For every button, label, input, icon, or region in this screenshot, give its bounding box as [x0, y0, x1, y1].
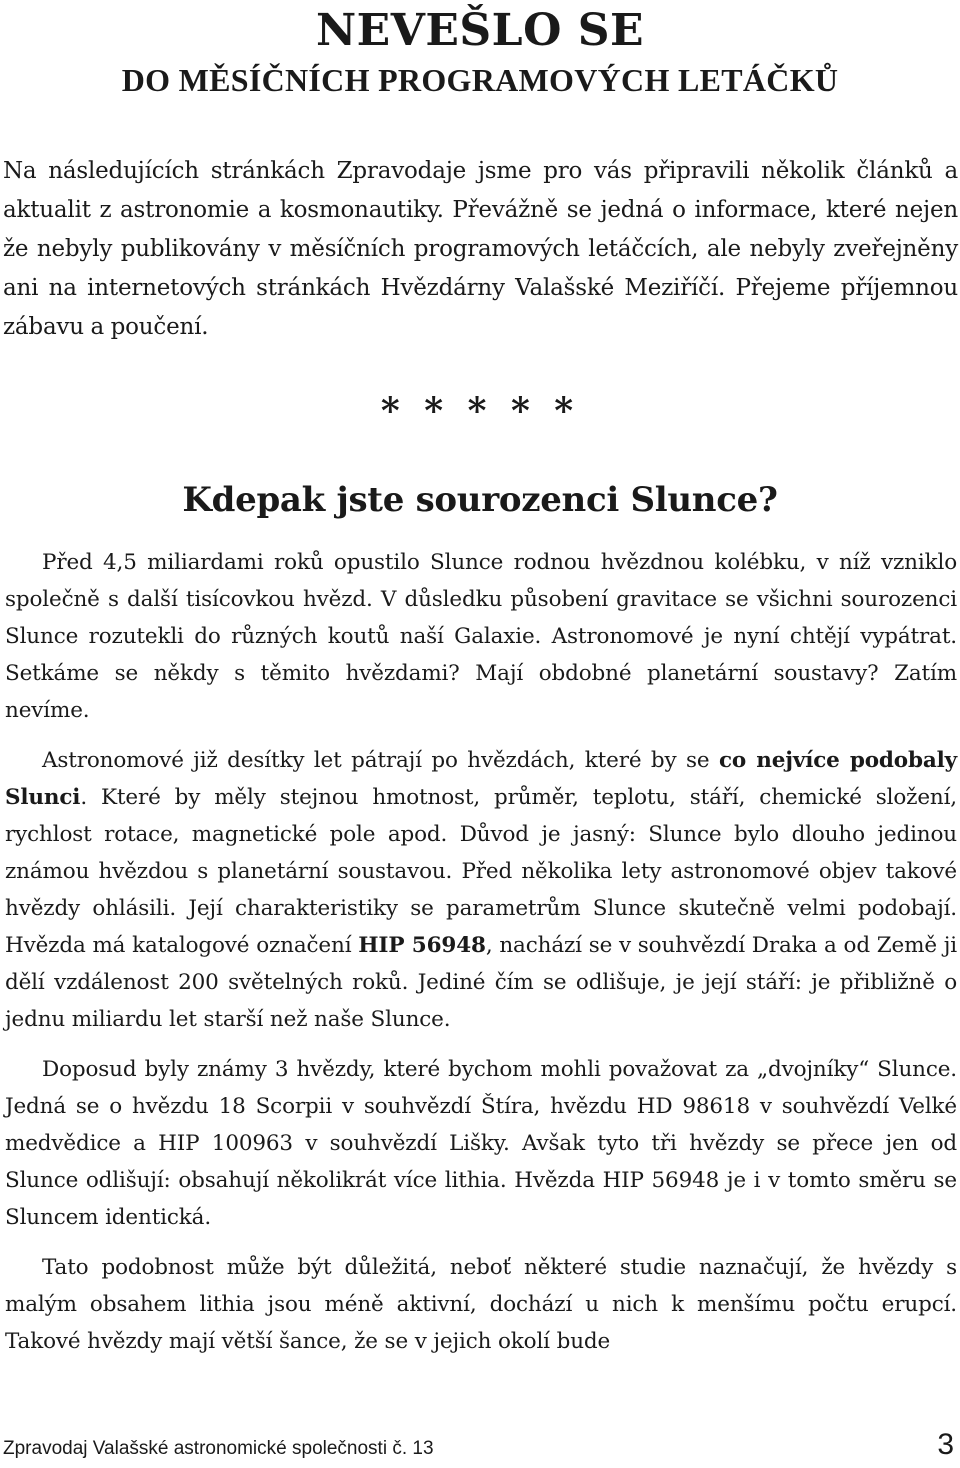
article-paragraph-4: Tato podobnost může být důležitá, neboť některé studie naznačují, že hvězdy s malým obsahem lithia jsou méně aktivní, dochází u nich k menšímu počtu erupcí. Takové hvězdy mají větší šance, že se v jejich okolí bude: [5, 1255, 957, 1354]
article-title: Kdepak jste sourozenci Slunce?: [182, 480, 778, 520]
paragraph-2-text-after: , nachází se v souhvězdí Draka a od Země ji dělí vzdálenost 200 světelných roků. Jediné čím se odlišuje, je její stáří: je přibližně o jednu miliardu let starší než naše Slunce.: [5, 933, 957, 1032]
paragraph-2-text-middle: . Které by měly stejnou hmotnost, průměr, teplotu, stáří, chemické složení, rychlost rotace, magnetické pole apod. Důvod je jasný: Slunce bylo dlouho jedinou známou hvězdou s planetární soustavou. Před několika lety astronomové objev takové hvězdy ohlásili. Její charakteristiky se parametrům Slunce skutečně velmi podobají. Hvězda má katalogové označení: [5, 785, 957, 958]
section-separator: * * * * *: [380, 390, 580, 432]
page-title: NEVEŠLO SE: [315, 5, 645, 56]
intro-paragraph: Na následujících stránkách Zpravodaje jsme pro vás připravili několik článků a aktualit z astronomie a kosmonautiky. Převážně se jedná o informace, které nejen že nebyly publikovány v měsíčních programových letáčcích, ale nebyly zveřejněny ani na internetových stránkách Hvězdárny Valašské Meziříčí. Přejeme příjemnou zábavu a poučení.: [3, 158, 958, 340]
paragraph-2-bold-phrase: co nejvíce podobaly Slunci: [5, 748, 957, 810]
paragraph-2-text-before: Astronomové již desítky let pátrají po hvězdách, které by se: [42, 748, 719, 773]
article-paragraph-3: Doposud byly známy 3 hvězdy, které bychom mohli považovat za „dvojníky“ Slunce. Jedná se o hvězdu 18 Scorpii v souhvězdí Štíra, hvězdu HD 98618 v souhvězdí Velké medvědice a HIP 100963 v souhvězdí Lišky. Avšak tyto tři hvězdy se přece jen od Slunce odlišují: obsahují několikrát více lithia. Hvězda HIP 56948 je i v tomto směru se Sluncem identická.: [5, 1057, 957, 1230]
article-paragraph-2: [5, 742, 957, 1038]
page-subtitle: DO MĚSÍČNÍCH PROGRAMOVÝCH LETÁČKŮ: [121, 62, 839, 98]
article-paragraph-1: Před 4,5 miliardami roků opustilo Slunce rodnou hvězdnou kolébku, v níž vzniklo společně s další tisícovkou hvězd. V důsledku působení gravitace se všichni sourozenci Slunce rozutekli do různých koutů naší Galaxie. Astronomové je nyní chtějí vypátrat. Setkáme se někdy s těmito hvězdami? Mají obdobné planetární soustavy? Zatím nevíme.: [5, 550, 957, 723]
paragraph-2-bold-star-id: HIP 56948: [358, 933, 486, 958]
article-body: [5, 544, 957, 1360]
footer-page-number: 3: [937, 1428, 954, 1461]
footer-publication: Zpravodaj Valašské astronomické společnosti č. 13: [3, 1438, 434, 1459]
